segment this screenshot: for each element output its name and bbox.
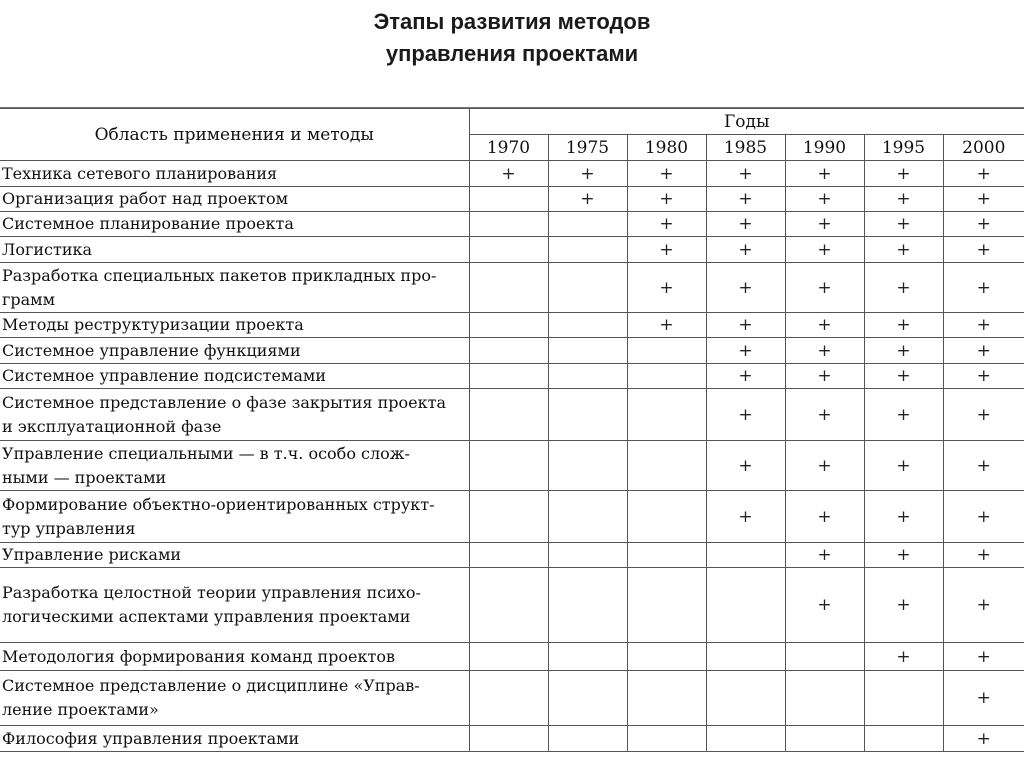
plus-mark: + bbox=[943, 643, 1024, 671]
area-text-line: Организация работ над проектом bbox=[2, 189, 289, 208]
table-row bbox=[0, 543, 1024, 568]
area-text-line: Техника сетевого планирования bbox=[2, 163, 278, 183]
empty-cell bbox=[627, 543, 706, 568]
plus-mark: + bbox=[864, 161, 943, 187]
plus-mark: + bbox=[627, 313, 706, 338]
empty-cell bbox=[627, 441, 706, 491]
area-cell bbox=[0, 491, 469, 543]
plus-mark: + bbox=[706, 389, 785, 441]
empty-cell bbox=[548, 389, 627, 441]
area-text-line: Логистика bbox=[2, 239, 93, 259]
area-cell bbox=[0, 237, 469, 263]
plus-mark: + bbox=[864, 543, 943, 568]
empty-cell bbox=[469, 389, 548, 441]
plus-mark: + bbox=[627, 187, 706, 212]
plus-mark: + bbox=[627, 212, 706, 237]
plus-mark: + bbox=[706, 187, 785, 212]
area-cell bbox=[0, 726, 469, 752]
empty-cell bbox=[469, 212, 548, 237]
page-title-line-1: Этапы развития методов bbox=[373, 9, 651, 34]
area-text-line: Разработка специальных пакетов прикладных про- bbox=[2, 265, 437, 285]
year-header: 1995 bbox=[864, 135, 943, 161]
area-text-line: Управление рисками bbox=[2, 545, 182, 564]
table-row bbox=[0, 441, 1024, 491]
plus-mark: + bbox=[943, 543, 1024, 568]
plus-mark: + bbox=[864, 187, 943, 212]
plus-mark: + bbox=[785, 187, 864, 212]
plus-mark: + bbox=[943, 491, 1024, 543]
plus-mark: + bbox=[943, 364, 1024, 389]
empty-cell bbox=[548, 338, 627, 364]
area-text-line: и эксплуатационной фазе bbox=[2, 416, 222, 436]
plus-mark: + bbox=[943, 568, 1024, 643]
empty-cell bbox=[627, 726, 706, 752]
area-text-line: логическими аспектами управления проектами bbox=[2, 607, 411, 626]
plus-mark: + bbox=[785, 212, 864, 237]
area-text-line: грамм bbox=[2, 289, 56, 309]
area-cell bbox=[0, 313, 469, 338]
empty-cell bbox=[548, 237, 627, 263]
empty-cell bbox=[864, 671, 943, 726]
empty-cell bbox=[627, 364, 706, 389]
empty-cell bbox=[469, 491, 548, 543]
plus-mark: + bbox=[943, 161, 1024, 187]
plus-mark: + bbox=[864, 441, 943, 491]
empty-cell bbox=[706, 643, 785, 671]
plus-mark: + bbox=[943, 338, 1024, 364]
year-header: 2000 bbox=[943, 135, 1024, 161]
empty-cell bbox=[627, 389, 706, 441]
empty-cell bbox=[627, 643, 706, 671]
empty-cell bbox=[785, 671, 864, 726]
plus-mark: + bbox=[785, 491, 864, 543]
plus-mark: + bbox=[864, 389, 943, 441]
plus-mark: + bbox=[943, 671, 1024, 726]
years-header: Годы bbox=[469, 109, 1024, 135]
area-header: Область применения и методы bbox=[0, 109, 469, 161]
area-cell bbox=[0, 212, 469, 237]
plus-mark: + bbox=[943, 726, 1024, 752]
table-row bbox=[0, 491, 1024, 543]
plus-mark: + bbox=[785, 441, 864, 491]
empty-cell bbox=[548, 726, 627, 752]
area-cell bbox=[0, 338, 469, 364]
empty-cell bbox=[548, 441, 627, 491]
area-text-line: Системное представление о фазе закрытия проекта bbox=[2, 392, 446, 412]
area-cell bbox=[0, 161, 469, 187]
empty-cell bbox=[548, 364, 627, 389]
year-header: 1980 bbox=[627, 135, 706, 161]
plus-mark: + bbox=[864, 212, 943, 237]
plus-mark: + bbox=[785, 389, 864, 441]
empty-cell bbox=[706, 726, 785, 752]
plus-mark: + bbox=[627, 161, 706, 187]
plus-mark: + bbox=[864, 237, 943, 263]
plus-mark: + bbox=[943, 389, 1024, 441]
area-cell bbox=[0, 568, 469, 643]
empty-cell bbox=[548, 491, 627, 543]
plus-mark: + bbox=[864, 263, 943, 313]
empty-cell bbox=[627, 338, 706, 364]
plus-mark: + bbox=[943, 313, 1024, 338]
plus-mark: + bbox=[785, 161, 864, 187]
plus-mark: + bbox=[864, 491, 943, 543]
empty-cell bbox=[548, 263, 627, 313]
empty-cell bbox=[548, 568, 627, 643]
area-cell bbox=[0, 543, 469, 568]
area-cell bbox=[0, 389, 469, 441]
area-text-line: Разработка целостной теории управления психо- bbox=[2, 583, 421, 602]
plus-mark: + bbox=[627, 237, 706, 263]
plus-mark: + bbox=[864, 643, 943, 671]
empty-cell bbox=[469, 568, 548, 643]
area-cell bbox=[0, 643, 469, 671]
plus-mark: + bbox=[706, 441, 785, 491]
table-row bbox=[0, 568, 1024, 643]
area-cell bbox=[0, 671, 469, 726]
plus-mark: + bbox=[943, 263, 1024, 313]
plus-mark: + bbox=[864, 364, 943, 389]
empty-cell bbox=[864, 726, 943, 752]
plus-mark: + bbox=[785, 263, 864, 313]
header-row-1 bbox=[0, 109, 1024, 135]
area-text-line: Системное управление подсистемами bbox=[2, 366, 327, 385]
area-text-line: Методы реструктуризации проекта bbox=[2, 315, 304, 334]
plus-mark: + bbox=[943, 212, 1024, 237]
empty-cell bbox=[469, 726, 548, 752]
table-row bbox=[0, 313, 1024, 338]
area-cell bbox=[0, 263, 469, 313]
area-text-line: тур управления bbox=[2, 518, 136, 538]
table-row bbox=[0, 671, 1024, 726]
empty-cell bbox=[469, 187, 548, 212]
table-row bbox=[0, 726, 1024, 752]
empty-cell bbox=[469, 671, 548, 726]
year-header: 1975 bbox=[548, 135, 627, 161]
area-text-line: Философия управления проектами bbox=[2, 728, 300, 748]
empty-cell bbox=[627, 491, 706, 543]
area-text-line: ление проектами» bbox=[2, 700, 159, 719]
area-text-line: Системное представление о дисциплине «Управ- bbox=[2, 676, 420, 695]
table-row bbox=[0, 161, 1024, 187]
page-title bbox=[0, 6, 1024, 70]
table-row bbox=[0, 187, 1024, 212]
table-row bbox=[0, 389, 1024, 441]
plus-mark: + bbox=[706, 237, 785, 263]
methods-table bbox=[0, 108, 1024, 752]
plus-mark: + bbox=[469, 161, 548, 187]
empty-cell bbox=[469, 237, 548, 263]
area-text-line: Управление специальными — в т.ч. особо слож- bbox=[2, 443, 410, 463]
empty-cell bbox=[469, 543, 548, 568]
plus-mark: + bbox=[785, 313, 864, 338]
empty-cell bbox=[548, 543, 627, 568]
area-text-line: ными — проектами bbox=[2, 467, 167, 487]
year-header: 1970 bbox=[469, 135, 548, 161]
empty-cell bbox=[785, 643, 864, 671]
plus-mark: + bbox=[548, 161, 627, 187]
empty-cell bbox=[548, 643, 627, 671]
empty-cell bbox=[469, 643, 548, 671]
table-body bbox=[0, 161, 1024, 752]
plus-mark: + bbox=[706, 161, 785, 187]
table-row bbox=[0, 263, 1024, 313]
table-row bbox=[0, 212, 1024, 237]
area-text-line: Формирование объектно-ориентированных структ- bbox=[2, 494, 435, 514]
table-row bbox=[0, 338, 1024, 364]
plus-mark: + bbox=[943, 441, 1024, 491]
empty-cell bbox=[469, 338, 548, 364]
empty-cell bbox=[469, 263, 548, 313]
plus-mark: + bbox=[864, 313, 943, 338]
plus-mark: + bbox=[943, 187, 1024, 212]
year-header: 1985 bbox=[706, 135, 785, 161]
empty-cell bbox=[548, 212, 627, 237]
empty-cell bbox=[785, 726, 864, 752]
empty-cell bbox=[548, 313, 627, 338]
plus-mark: + bbox=[785, 338, 864, 364]
empty-cell bbox=[469, 364, 548, 389]
plus-mark: + bbox=[785, 568, 864, 643]
plus-mark: + bbox=[706, 491, 785, 543]
plus-mark: + bbox=[706, 212, 785, 237]
plus-mark: + bbox=[706, 338, 785, 364]
empty-cell bbox=[627, 568, 706, 643]
plus-mark: + bbox=[548, 187, 627, 212]
area-text-line: Системное планирование проекта bbox=[2, 214, 294, 233]
empty-cell bbox=[548, 671, 627, 726]
empty-cell bbox=[706, 568, 785, 643]
page-title-line-2: управления проектами bbox=[385, 41, 639, 66]
area-cell bbox=[0, 441, 469, 491]
empty-cell bbox=[469, 313, 548, 338]
area-text-line: Системное управление функциями bbox=[2, 340, 301, 360]
plus-mark: + bbox=[706, 364, 785, 389]
plus-mark: + bbox=[706, 263, 785, 313]
plus-mark: + bbox=[706, 313, 785, 338]
plus-mark: + bbox=[785, 364, 864, 389]
table-row bbox=[0, 237, 1024, 263]
area-cell bbox=[0, 187, 469, 212]
empty-cell bbox=[706, 671, 785, 726]
plus-mark: + bbox=[785, 543, 864, 568]
empty-cell bbox=[469, 441, 548, 491]
table-row bbox=[0, 643, 1024, 671]
empty-cell bbox=[706, 543, 785, 568]
plus-mark: + bbox=[627, 263, 706, 313]
area-text-line: Методология формирования команд проектов bbox=[2, 646, 395, 666]
year-header: 1990 bbox=[785, 135, 864, 161]
table-row bbox=[0, 364, 1024, 389]
area-cell bbox=[0, 364, 469, 389]
empty-cell bbox=[627, 671, 706, 726]
plus-mark: + bbox=[864, 568, 943, 643]
plus-mark: + bbox=[864, 338, 943, 364]
plus-mark: + bbox=[943, 237, 1024, 263]
plus-mark: + bbox=[785, 237, 864, 263]
